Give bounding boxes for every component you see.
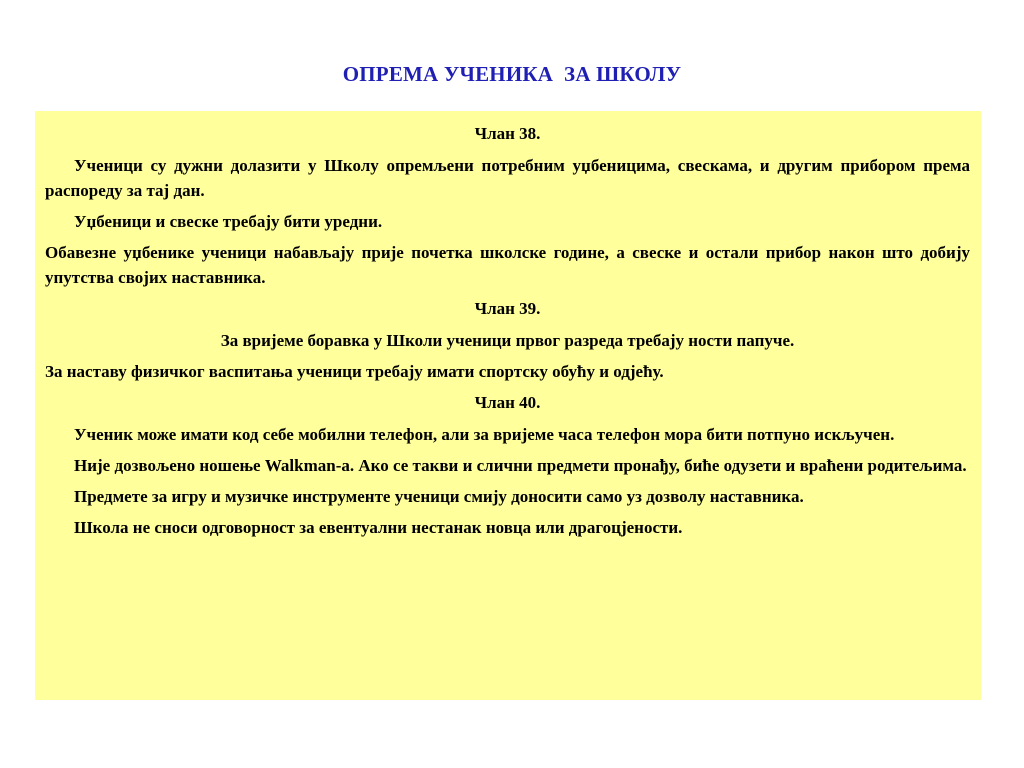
article-38-paragraph: Уџбеници и свеске требају бити уредни. <box>74 212 383 231</box>
article-39-paragraph: За вријеме боравка у Школи ученици првог разреда требају ности папуче. <box>220 331 795 350</box>
article-38-paragraph: Обавезне уџбенике ученици набављају прије почетка школске године, а свеске и остали прибор након што добију упутства својих наставника. <box>45 243 970 287</box>
article-40-paragraph: Ученик може имати код себе мобилни телефон, али за вријеме часа телефон мора бити потпуно искључен. <box>74 425 895 444</box>
article-40-paragraph: Предмете за игру и музичке инструменте ученици смију доносити само уз дозволу наставника. <box>74 487 804 506</box>
article-40-paragraph: Није дозвољено ношење Walkman-а. Ако се такви и слични предмети пронађу, биће одузети и враћени родитељима. <box>74 456 967 475</box>
slide-title: ОПРЕМА УЧЕНИКА ЗА ШКОЛУ <box>342 62 682 86</box>
article-38-paragraph: Ученици су дужни долазити у Школу опремљени потребним уџбеницима, свескама, и другим прибором према распореду за тај дан. <box>45 156 970 200</box>
article-40-heading: Члан 40. <box>474 393 541 412</box>
article-38-heading: Члан 38. <box>474 124 541 143</box>
article-40-paragraph: Школа не сноси одговорност за евентуални нестанак новца или драгоцјености. <box>74 518 683 537</box>
article-39-paragraph: За наставу физичког васпитања ученици требају имати спортску обућу и одјећу. <box>45 362 664 381</box>
rules-text-box <box>35 111 981 700</box>
article-39-heading: Члан 39. <box>474 299 541 318</box>
